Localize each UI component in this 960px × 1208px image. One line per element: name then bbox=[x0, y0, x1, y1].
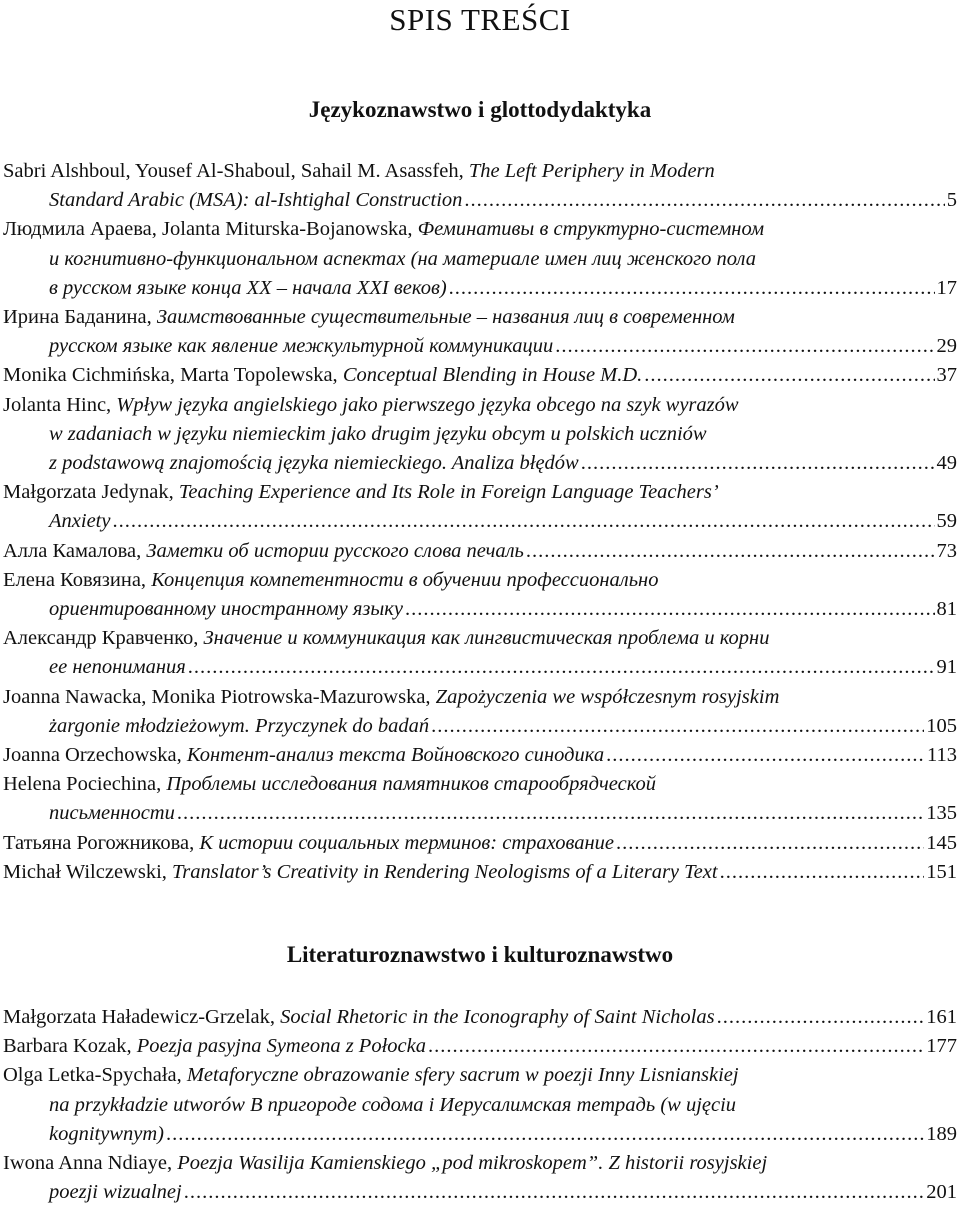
toc-entry-text bbox=[49, 799, 175, 828]
toc-entry-title: Заимствованные существительные – названия лиц в современном bbox=[156, 306, 735, 329]
toc-entry-author: Małgorzata Haładewicz-Grzelak, bbox=[3, 1006, 281, 1028]
toc-entry-line bbox=[3, 858, 957, 887]
toc-entry-line bbox=[3, 361, 957, 390]
toc-entry[interactable] bbox=[3, 566, 957, 624]
toc-entry-author: Елена Ковязина, bbox=[3, 568, 152, 591]
toc-entry-text bbox=[3, 394, 739, 416]
toc-page-number: 59 bbox=[936, 510, 957, 533]
toc-entry[interactable] bbox=[3, 770, 957, 828]
toc-entry-line bbox=[3, 624, 957, 653]
toc-entry-text bbox=[49, 423, 707, 445]
toc-entry[interactable] bbox=[3, 1003, 957, 1032]
toc-entry-line bbox=[3, 215, 957, 244]
toc-entry-text bbox=[49, 332, 553, 361]
toc-page-number: 73 bbox=[936, 539, 957, 562]
toc-entry-line bbox=[3, 770, 957, 799]
toc-entry[interactable] bbox=[3, 829, 957, 858]
toc-entry-line bbox=[3, 1178, 957, 1207]
toc-entry-author: Joanna Orzechowska, bbox=[3, 744, 187, 767]
toc-entry-text bbox=[49, 595, 403, 624]
toc-entry-line bbox=[3, 391, 957, 420]
toc-page-number: 145 bbox=[926, 831, 957, 854]
toc-entry[interactable] bbox=[3, 624, 957, 682]
toc-entry-line bbox=[3, 420, 957, 449]
toc-page-number: 177 bbox=[926, 1035, 957, 1058]
toc-entry-title: ее непонимания bbox=[49, 656, 186, 679]
toc-entry-title: Концепция компетентности в обучении профессионально bbox=[151, 568, 659, 591]
page-title: SPIS TREŚCI bbox=[389, 2, 571, 37]
toc-entry-author: Małgorzata Jedynak, bbox=[3, 481, 179, 504]
toc-entry-text bbox=[3, 361, 642, 390]
toc-page-number: 189 bbox=[926, 1122, 957, 1145]
toc-entry-text bbox=[49, 274, 447, 303]
toc-entry-text bbox=[3, 1152, 767, 1174]
toc-entry-text bbox=[49, 712, 429, 741]
leader-dots bbox=[177, 799, 924, 828]
toc-entry-title: русском языке как явление межкультурной коммуникации bbox=[49, 335, 554, 358]
toc-entry-title: na przykładzie utworów В пригороде содома i Иерусалимская тетрадь (w ujęciu bbox=[49, 1093, 737, 1116]
toc-entry-text bbox=[49, 653, 186, 682]
toc-entry-line bbox=[3, 186, 957, 215]
toc-entry-title: Conceptual Blending in House M.D. bbox=[342, 364, 643, 387]
toc-entry-title: в русском языке конца XX – начала XXI веков) bbox=[49, 276, 447, 299]
toc-entry[interactable] bbox=[3, 683, 957, 741]
toc-entry-title: К истории социальных терминов: страхование bbox=[199, 831, 614, 854]
toc-page-number: 91 bbox=[936, 656, 957, 679]
toc-entry[interactable] bbox=[3, 157, 957, 215]
toc-entry-text bbox=[49, 1120, 164, 1149]
leader-dots bbox=[526, 537, 935, 566]
toc-entry-text bbox=[3, 160, 715, 182]
leader-dots bbox=[431, 712, 924, 741]
toc-entry-title: Zapożyczenia we współczesnym rosyjskim bbox=[435, 685, 780, 708]
toc-entry[interactable] bbox=[3, 391, 957, 479]
leader-dots bbox=[581, 449, 935, 478]
toc-entry-author: Barbara Kozak, bbox=[3, 1035, 137, 1058]
toc-entry-text bbox=[49, 186, 462, 215]
toc-entry-title: Значение и коммуникация как лингвистическая проблема и корни bbox=[203, 627, 770, 650]
leader-dots bbox=[717, 1003, 925, 1032]
toc-entry-line bbox=[3, 303, 957, 332]
leader-dots bbox=[166, 1120, 924, 1149]
leader-dots bbox=[555, 332, 934, 361]
leader-dots bbox=[428, 1032, 924, 1061]
toc-entry-line bbox=[3, 274, 957, 303]
toc-entry-title: Anxiety bbox=[49, 510, 111, 533]
toc-entry-title: Проблемы исследования памятников старообрядческой bbox=[166, 773, 657, 796]
toc-page-number: 201 bbox=[926, 1181, 957, 1204]
toc-entry-line bbox=[3, 1061, 957, 1090]
toc-entry[interactable] bbox=[3, 1032, 957, 1061]
toc-entry-text bbox=[3, 627, 769, 649]
toc-entry-author: Michał Wilczewski, bbox=[3, 860, 173, 883]
toc-entry[interactable] bbox=[3, 858, 957, 887]
toc-entry-line bbox=[3, 741, 957, 770]
toc-list-literature bbox=[3, 1003, 957, 1207]
toc-page-number: 5 bbox=[946, 189, 957, 212]
toc-entry-text bbox=[3, 537, 524, 566]
toc-entry-line bbox=[3, 712, 957, 741]
toc-entry-line bbox=[3, 245, 957, 274]
toc-entry-title: письменности bbox=[49, 802, 175, 825]
toc-entry-line bbox=[3, 1003, 957, 1032]
toc-entry-line bbox=[3, 449, 957, 478]
leader-dots bbox=[606, 741, 925, 770]
toc-entry-title: Poezja Wasilija Kamienskiego „pod mikroskopem”. Z historii rosyjskiej bbox=[177, 1152, 768, 1175]
toc-entry-line bbox=[3, 829, 957, 858]
toc-list-linguistics bbox=[3, 157, 957, 887]
toc-entry-author: Александр Кравченко, bbox=[3, 627, 204, 650]
toc-page-number: 37 bbox=[936, 364, 957, 387]
toc-entry-line bbox=[3, 595, 957, 624]
toc-entry-text bbox=[3, 1032, 426, 1061]
toc-entry-author: Iwona Anna Ndiaye, bbox=[3, 1152, 178, 1175]
toc-entry-author: Людмила Араева, Jolanta Miturska-Bojanowska, bbox=[3, 218, 418, 241]
leader-dots bbox=[644, 361, 934, 390]
toc-entry-line bbox=[3, 537, 957, 566]
toc-entry-line bbox=[3, 653, 957, 682]
toc-entry-title: Poezja pasyjna Symeona z Połocka bbox=[136, 1035, 426, 1058]
toc-entry-title: Teaching Experience and Its Role in Foreign Language Teachers’ bbox=[178, 481, 719, 504]
toc-entry-title: Wpływ języka angielskiego jako pierwszego języka obcego na szyk wyrazów bbox=[116, 393, 739, 416]
toc-entry-title: Translator’s Creativity in Rendering Neologisms of a Literary Text bbox=[172, 860, 718, 883]
toc-entry-author: Татьяна Рогожникова, bbox=[3, 831, 200, 854]
toc-entry-title: poezji wizualnej bbox=[49, 1181, 182, 1204]
leader-dots bbox=[112, 507, 934, 536]
toc-entry-text bbox=[3, 858, 718, 887]
leader-dots bbox=[188, 653, 935, 682]
toc-entry-author: Jolanta Hinc, bbox=[3, 393, 117, 416]
toc-entry-text bbox=[49, 507, 110, 536]
toc-entry[interactable] bbox=[3, 741, 957, 770]
toc-entry[interactable] bbox=[3, 361, 957, 390]
toc-entry[interactable] bbox=[3, 303, 957, 361]
toc-entry-text bbox=[3, 829, 614, 858]
toc-entry-text bbox=[49, 1094, 736, 1116]
toc-entry-title: żargonie młodzieżowym. Przyczynek do badań bbox=[49, 714, 430, 737]
toc-entry-text bbox=[3, 569, 658, 591]
toc-entry-title: z podstawową znajomością języka niemieckiego. Analiza błędów bbox=[49, 452, 579, 475]
toc-entry-title: Social Rhetoric in the Iconography of Saint Nicholas bbox=[280, 1006, 715, 1028]
toc-entry-text bbox=[3, 218, 764, 240]
toc-entry-text bbox=[49, 449, 579, 478]
toc-entry-line bbox=[3, 566, 957, 595]
toc-entry-text bbox=[3, 481, 719, 503]
toc-entry-title: Metaforyczne obrazowanie sfery sacrum w poezji Inny Lisnianskiej bbox=[186, 1064, 739, 1087]
toc-entry-title: The Left Periphery in Modern bbox=[468, 160, 715, 182]
toc-entry-title: ориентированному иностранному языку bbox=[49, 598, 403, 621]
toc-entry-text bbox=[3, 741, 604, 770]
toc-entry-title: Контент-анализ текста Войновского синодика bbox=[186, 744, 605, 767]
toc-entry-title: и когнитивно-функциональном аспектах (на материале имен лиц женского пола bbox=[49, 247, 756, 270]
toc-entry-author: Helena Pociechina, bbox=[3, 773, 167, 796]
toc-entry-author: Ирина Баданина, bbox=[3, 306, 157, 329]
toc-page-number: 105 bbox=[926, 714, 957, 737]
toc-entry-title: kognitywnym) bbox=[49, 1122, 164, 1145]
toc-entry[interactable] bbox=[3, 1061, 957, 1149]
toc-page-number: 161 bbox=[926, 1006, 957, 1028]
toc-entry-text bbox=[49, 1178, 182, 1207]
toc-page-number: 49 bbox=[936, 452, 957, 475]
toc-entry-line bbox=[3, 1032, 957, 1061]
toc-entry-title: Standard Arabic (MSA): al-Ishtighal Construction bbox=[49, 189, 463, 212]
toc-entry-line bbox=[3, 683, 957, 712]
toc-entry-line bbox=[3, 1091, 957, 1120]
toc-page-number: 17 bbox=[936, 276, 957, 299]
toc-entry-line bbox=[3, 157, 957, 186]
toc-entry-author: Алла Камалова, bbox=[3, 539, 147, 562]
toc-entry-text bbox=[3, 1064, 739, 1086]
toc-entry-title: w zadaniach w języku niemieckim jako drugim języku obcym u polskich uczniów bbox=[49, 422, 707, 445]
toc-entry-author: Olga Letka-Spychała, bbox=[3, 1064, 187, 1087]
toc-page-number: 135 bbox=[926, 802, 957, 825]
toc-entry[interactable] bbox=[3, 478, 957, 536]
toc-page-number: 151 bbox=[926, 860, 957, 883]
toc-page-number: 81 bbox=[936, 598, 957, 621]
section-heading-literature: Literaturoznawstwo i kulturoznawstwo bbox=[286, 942, 674, 967]
toc-entry-line bbox=[3, 1120, 957, 1149]
toc-entry-line bbox=[3, 799, 957, 828]
leader-dots bbox=[616, 829, 924, 858]
leader-dots bbox=[720, 858, 925, 887]
leader-dots bbox=[449, 274, 935, 303]
toc-entry[interactable] bbox=[3, 215, 957, 303]
toc-entry-line bbox=[3, 507, 957, 536]
leader-dots bbox=[184, 1178, 925, 1207]
toc-entry[interactable] bbox=[3, 537, 957, 566]
toc-entry-author: Joanna Nawacka, Monika Piotrowska-Mazurowska, bbox=[3, 685, 436, 708]
toc-entry[interactable] bbox=[3, 1149, 957, 1207]
toc-entry-line bbox=[3, 332, 957, 361]
toc-entry-author: Sabri Alshboul, Yousef Al-Shaboul, Sahail M. Asassfeh, bbox=[3, 160, 469, 182]
leader-dots bbox=[405, 595, 935, 624]
toc-entry-title: Заметки об истории русского слова печаль bbox=[146, 539, 524, 562]
leader-dots bbox=[464, 186, 944, 215]
toc-page-number: 29 bbox=[936, 335, 957, 358]
toc-entry-text bbox=[3, 1003, 715, 1032]
toc-entry-author: Monika Cichmińska, Marta Topolewska, bbox=[3, 364, 343, 387]
toc-entry-text bbox=[3, 773, 656, 795]
section-heading-linguistics: Językoznawstwo i glottodydaktyka bbox=[308, 97, 652, 122]
toc-entry-text bbox=[3, 306, 735, 328]
toc-entry-line bbox=[3, 1149, 957, 1178]
toc-entry-line bbox=[3, 478, 957, 507]
toc-entry-title: Феминативы в структурно-системном bbox=[417, 218, 765, 241]
toc-page-number: 113 bbox=[927, 744, 957, 767]
toc-entry-text bbox=[3, 686, 779, 708]
toc-entry-text bbox=[49, 248, 756, 270]
